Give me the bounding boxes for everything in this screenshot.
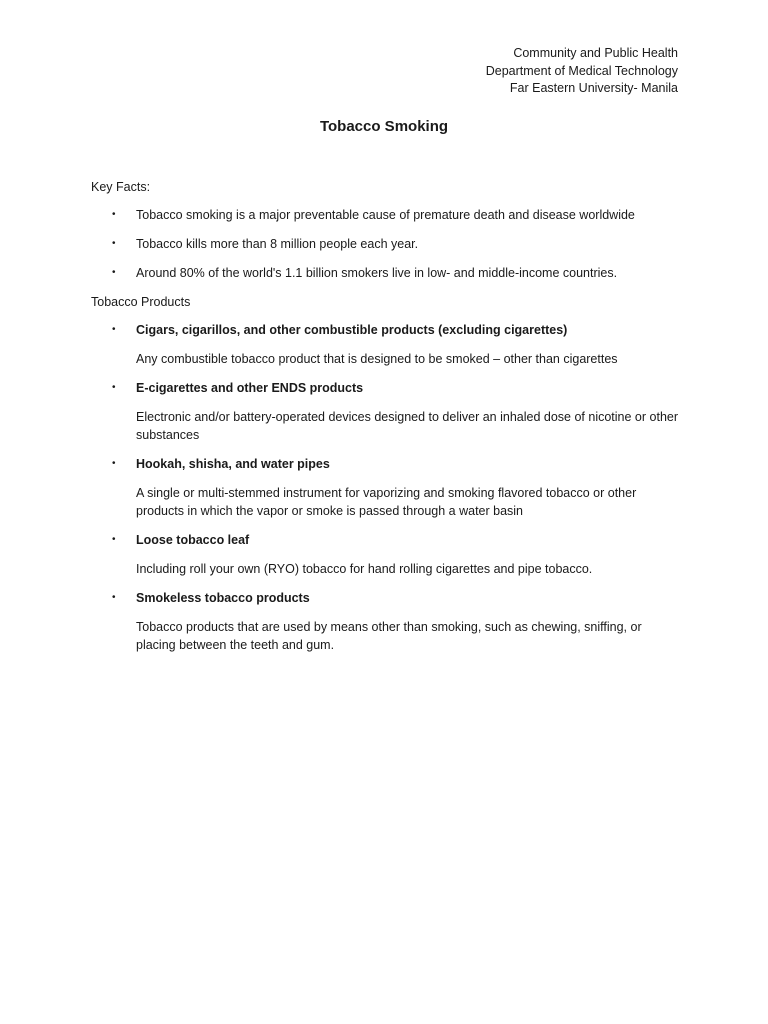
product-name: Hookah, shisha, and water pipes — [136, 457, 330, 471]
product-item — [91, 321, 681, 368]
bullet-icon: • — [112, 382, 116, 393]
bullet-icon: • — [112, 324, 116, 335]
bullet-icon: • — [112, 458, 116, 469]
product-item — [91, 531, 681, 578]
document-header — [486, 45, 678, 98]
product-description: Tobacco products that are used by means other than smoking, such as chewing, sniffing, or placing between the teeth and gum. — [136, 620, 642, 652]
product-name: Cigars, cigarillos, and other combustible products (excluding cigarettes) — [136, 323, 568, 337]
product-description: Including roll your own (RYO) tobacco for hand rolling cigarettes and pipe tobacco. — [136, 562, 593, 576]
product-description: Electronic and/or battery-operated devices designed to deliver an inhaled dose of nicotine or other substances — [136, 410, 679, 442]
product-name: E-cigarettes and other ENDS products — [136, 381, 364, 395]
key-facts-list — [91, 206, 681, 282]
key-fact-item — [91, 235, 681, 253]
key-fact-text: Around 80% of the world's 1.1 billion smokers live in low- and middle-income countries. — [136, 266, 618, 280]
product-name: Smokeless tobacco products — [136, 591, 310, 605]
key-fact-text: Tobacco kills more than 8 million people each year. — [136, 237, 419, 251]
product-item — [91, 379, 681, 444]
key-facts-heading: Key Facts: — [91, 180, 151, 194]
product-description: Any combustible tobacco product that is designed to be smoked – other than cigarettes — [136, 352, 618, 366]
product-description: A single or multi-stemmed instrument for vaporizing and smoking flavored tobacco or other products in which the vapor or smoke is passed through a water basin — [136, 486, 637, 518]
bullet-icon: • — [112, 238, 116, 249]
header-course: Community and Public Health — [513, 46, 678, 60]
product-item — [91, 455, 681, 520]
header-university: Far Eastern University- Manila — [509, 81, 678, 95]
key-fact-item — [91, 206, 681, 224]
bullet-icon: • — [112, 534, 116, 545]
bullet-icon: • — [112, 592, 116, 603]
bullet-icon: • — [112, 209, 116, 220]
product-name: Loose tobacco leaf — [136, 533, 250, 547]
product-item — [91, 589, 681, 654]
key-fact-text: Tobacco smoking is a major preventable cause of premature death and disease worldwide — [136, 208, 635, 222]
key-fact-item — [91, 264, 681, 282]
products-heading: Tobacco Products — [91, 295, 191, 309]
header-department: Department of Medical Technology — [485, 63, 678, 78]
document-body — [91, 178, 681, 665]
document-title: Tobacco Smoking — [319, 118, 449, 135]
products-list — [91, 321, 681, 654]
bullet-icon: • — [112, 267, 116, 278]
